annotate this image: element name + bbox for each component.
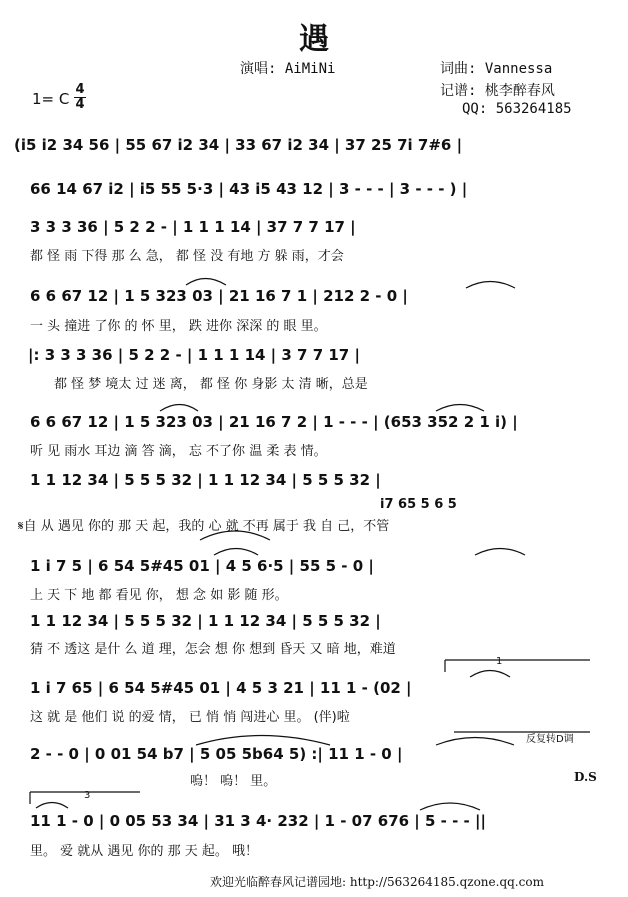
qq-credit: QQ: 563264185 — [462, 101, 572, 117]
score-row-11: 2 - - 0 | 0 01 54 b7 | 5 05 5b64 5) :| 11 1 - 0 | — [30, 745, 403, 763]
score-row-12: 11 1 - 0 | 0 05 53 34 | 31 3 4· 232 | 1 - 07 676 | 5 - - - || — [30, 812, 486, 830]
lyrics-row-7: 𝄋自 从 遇见 你的 那 天 起，我的 心 就 不再 属于 我 自 己，不管 — [18, 519, 390, 534]
score-row-3: 3 3 3 36 | 5 2 2 - | 1 1 1 14 | 37 7 7 17 | — [30, 218, 356, 236]
lyrics-row-6: 听 见 雨水 耳边 滴 答 滴， 忘 不了你 温 柔 表 情。 — [30, 444, 327, 459]
score-row-5: |: 3 3 3 36 | 5 2 2 - | 1 1 1 14 | 3 7 7 17 | — [28, 346, 360, 364]
lyrics-row-9: 猜 不 透这 是什 么 道 理，怎会 想 你 想到 昏天 又 暗 地，难道 — [30, 642, 396, 657]
lyrics-row-11: 嗚！ 嗚！ 里。 — [190, 774, 277, 789]
key-signature: 1= C — [32, 90, 70, 108]
lyrics-row-3: 都 怪 雨 下得 那 么 急， 都 怪 没 有地 方 躲 雨，才会 — [30, 249, 344, 264]
score-row-4: 6 6 67 12 | 1 5 323 03 | 21 16 7 1 | 212 2 - 0 | — [30, 287, 408, 305]
footer-text: 欢迎光临醉春风记谱园地: http://563264185.qzone.qq.com — [210, 875, 544, 889]
score-row-10: 1 i 7 65 | 6 54 5#45 01 | 4 5 3 21 | 11 1 - (02 | — [30, 679, 412, 697]
modulation-note: 反复转D调 — [526, 734, 574, 745]
time-signature-bottom: 4 — [75, 97, 85, 112]
lyrics-row-8: 上 天 下 地 都 看见 你， 想 念 如 影 随 形。 — [30, 588, 288, 603]
composer-credit: 词曲: Vannessa — [440, 61, 553, 77]
score-row-2: 66 14 67 i2 | i5 55 5·3 | 43 i5 43 12 | 3 - - - | 3 - - - ) | — [30, 180, 468, 198]
volta-1-label: 1 — [496, 656, 503, 667]
lyrics-row-5: 都 怪 梦 境太 过 迷 离， 都 怪 你 身影 太 清 晰，总是 — [54, 377, 368, 392]
lyrics-row-12: 里。 爱 就从 遇见 你的 那 天 起。 哦！ — [30, 844, 259, 859]
volta-3-label: 3 — [84, 790, 91, 801]
lyrics-row-10: 这 就 是 他们 说 的爱 情， 已 悄 悄 闯进心 里。 (伴)啦 — [30, 710, 350, 725]
score-row-9: 1 1 12 34 | 5 5 5 32 | 1 1 12 34 | 5 5 5 32 | — [30, 612, 381, 630]
score-row-7: 1 1 12 34 | 5 5 5 32 | 1 1 12 34 | 5 5 5 32 | — [30, 471, 381, 489]
time-signature-top: 4 — [75, 82, 85, 97]
lyrics-row-4: 一 头 撞进 了你 的 怀 里， 跌 进你 深深 的 眼 里。 — [30, 319, 327, 334]
song-title: 遇 — [299, 22, 329, 57]
singer-credit: 演唱: AiMiNi — [240, 61, 336, 77]
score-row-8: 1 i 7 5 | 6 54 5#45 01 | 4 5 6·5 | 55 5 - 0 | — [30, 557, 374, 575]
dal-segno-mark: D.S — [574, 770, 597, 784]
score-row-6: 6 6 67 12 | 1 5 323 03 | 21 16 7 2 | 1 - - - | (653 352 2 1 i) | — [30, 413, 518, 431]
harmony-notes: i7 65 5 6 5 — [380, 497, 457, 512]
transcriber-credit: 记谱: 桃李醉春风 — [440, 83, 555, 99]
score-row-1: (i5 i2 34 56 | 55 67 i2 34 | 33 67 i2 34 | 37 25 7i 7#6 | — [14, 136, 463, 154]
